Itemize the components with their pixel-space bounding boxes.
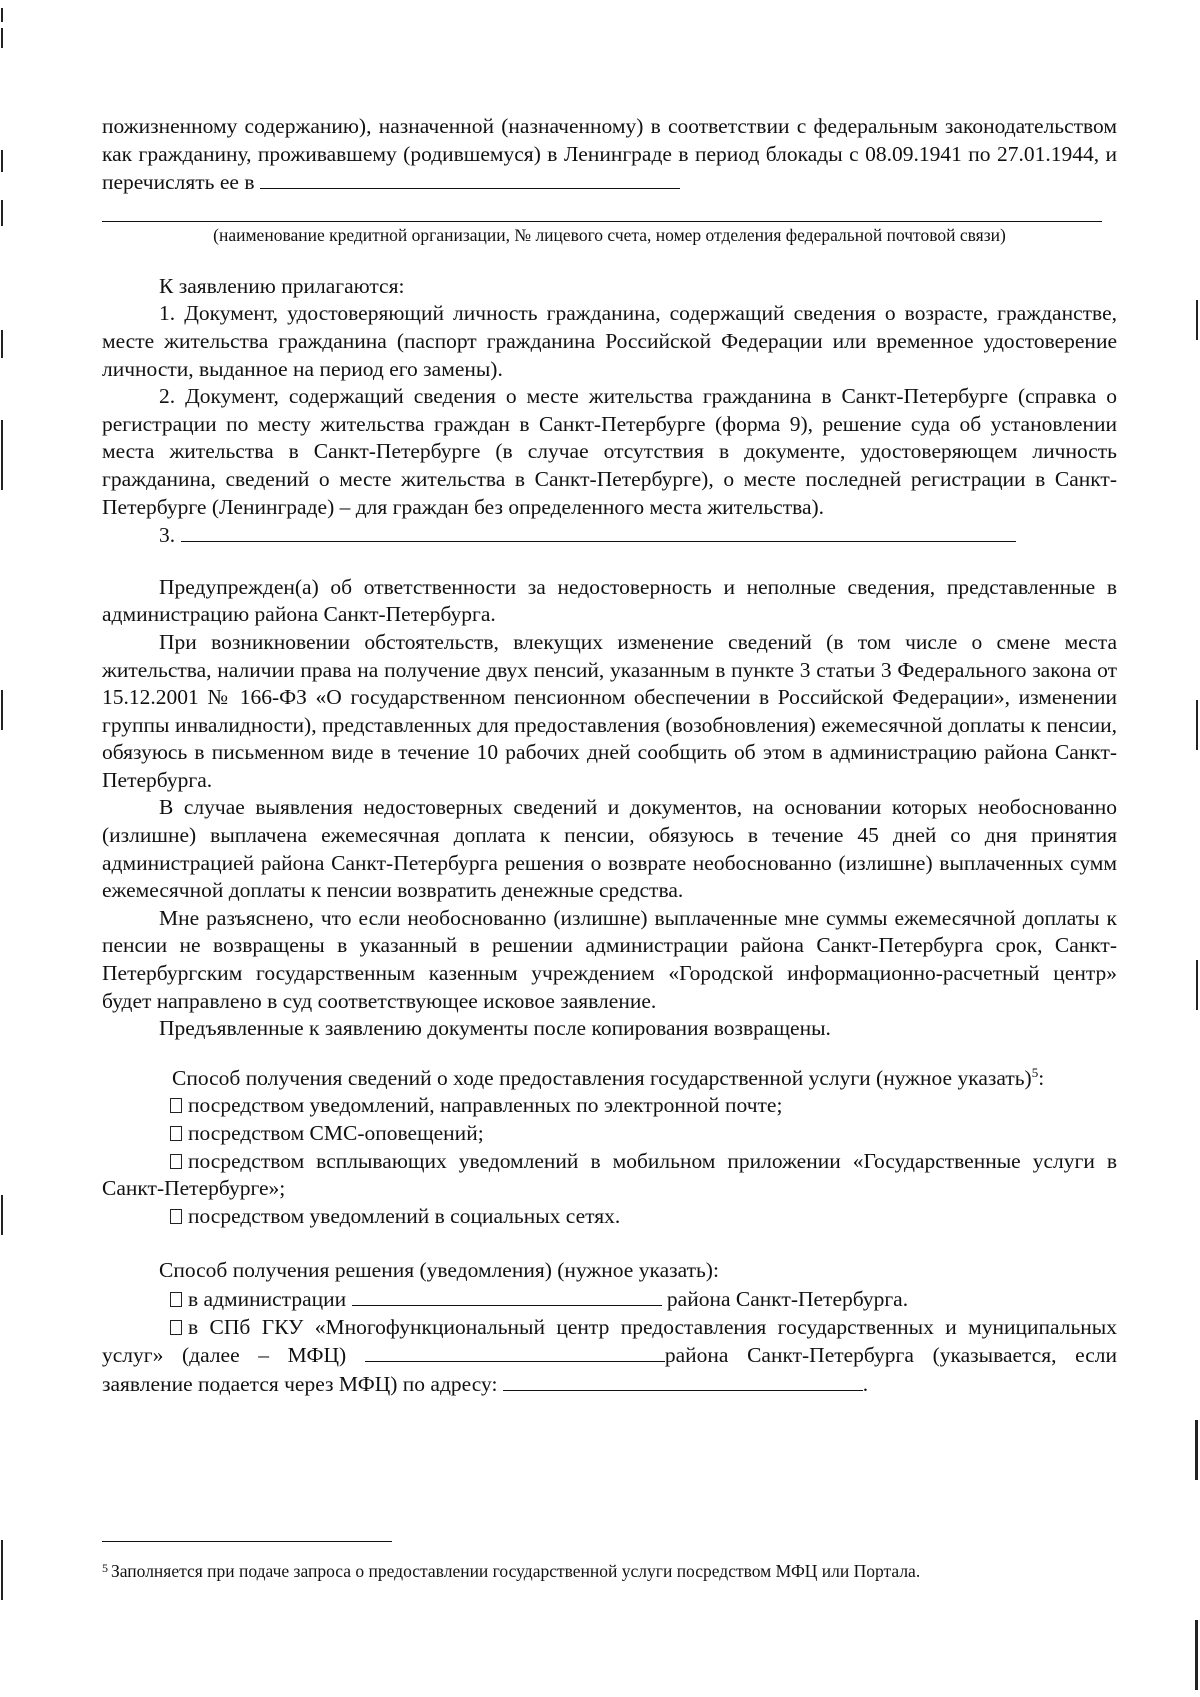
mfc-district-blank[interactable]: [365, 1341, 665, 1362]
scan-mark: [1196, 700, 1198, 750]
attachment-item-1: 1. Документ, удостоверяющий личность гражданина, содержащий сведения о возрасте, гражданстве, месте жительства гражданина (паспорт гражданина Российской Федерации или временное удостоверение личности, выданное на период его замены).: [102, 301, 1117, 381]
checkbox-mobile-app[interactable]: [170, 1154, 182, 1169]
scan-mark: [1195, 1420, 1198, 1480]
footnote-separator: [102, 1541, 392, 1542]
decision-option-administration: в администрации района Санкт-Петербурга.: [102, 1285, 1117, 1314]
bank-field-caption: (наименование кредитной организации, № лицевого счета, номер отделения федеральной почтовой связи): [213, 224, 1006, 245]
decision-method-heading: Способ получения решения (уведомления) (нужное указать):: [159, 1258, 719, 1283]
scan-mark: [1196, 960, 1198, 1010]
attachment-item-3-blank[interactable]: [181, 521, 1016, 542]
footnote-number: 5: [102, 1561, 108, 1575]
warning-paragraph-5: Предъявленные к заявлению документы после копирования возвращены.: [159, 1016, 831, 1041]
scan-mark: [1, 690, 3, 730]
info-option-social: посредством уведомлений в социальных сетях.: [102, 1203, 1117, 1231]
scan-mark: [1, 200, 3, 226]
scan-mark: [1, 1540, 3, 1600]
checkbox-social[interactable]: [170, 1209, 182, 1224]
footnote-ref: 5: [1031, 1064, 1039, 1080]
decision-option-mfc: в СПб ГКУ «Многофункциональный центр предоставления государственных и муниципальных услуг» (далее – МФЦ) района Санкт-Петербурга (указывается, если заявление подается через МФЦ) по адресу: .: [102, 1314, 1118, 1396]
document-body: [102, 113, 1117, 1398]
attachments-heading: К заявлению прилагаются:: [159, 273, 405, 298]
scan-mark: [1, 420, 3, 490]
info-option-email: посредством уведомлений, направленных по электронной почте;: [102, 1092, 1117, 1120]
info-option-mobile-app: посредством всплывающих уведомлений в мобильном приложении «Государственные услуги в Санкт-Петербурге»;: [102, 1148, 1117, 1201]
checkbox-administration[interactable]: [170, 1292, 182, 1307]
warning-paragraph-4: Мне разъяснено, что если необоснованно (излишне) выплаченные мне суммы ежемесячной доплаты к пенсии не возвращены в указанный в решении администрации района Санкт-Петербурга срок, Санкт-Петербургским государственным казенным учреждением «Городской информационно-расчетный центр» будет направлено в суд соответствующее исковое заявление.: [102, 905, 1117, 1013]
footnote-text: Заполняется при подаче запроса о предоставлении государственной услуги посредством МФЦ или Портала.: [111, 1561, 921, 1581]
attachment-item-3: 3.: [102, 521, 1117, 550]
scan-mark: [1, 1195, 3, 1235]
attachment-item-2: 2. Документ, содержащий сведения о месте жительства гражданина в Санкт-Петербурге (справка о регистрации по месту жительства граждан в Санкт-Петербурге (форма 9), решение суда об установлении места жительства в Санкт-Петербурге (в случае отсутствия в документе, удостоверяющем личность гражданина, сведений о месте жительства в Санкт-Петербурге), о месте последней регистрации в Санкт-Петербурге (Ленинграде) – для граждан без определенного места жительства).: [102, 384, 1117, 519]
administration-district-blank[interactable]: [352, 1285, 662, 1306]
warning-paragraph-3: В случае выявления недостоверных сведений и документов, на основании которых необоснованно (излишне) выплачена ежемесячная доплата к пенсии, обязуюсь в течение 45 дней со дня принятия администрацией района Санкт-Петербурга решения о возврате необоснованно (излишне) выплаченных сумм ежемесячной доплаты к пенсии возвратить денежные средства.: [102, 795, 1117, 903]
mfc-address-blank[interactable]: [503, 1370, 863, 1391]
checkbox-mfc[interactable]: [170, 1320, 182, 1335]
scan-mark: [1, 8, 3, 22]
warning-paragraph-1: Предупрежден(а) об ответственности за недостоверность и неполные сведения, представленные в администрацию района Санкт-Петербурга.: [102, 574, 1117, 627]
warning-paragraph-2: При возникновении обстоятельств, влекущих изменение сведений (в том числе о смене места жительства, наличии права на получение двух пенсий, указанным в пункте 3 статьи 3 Федерального закона от 15.12.2001 № 166-ФЗ «О государственном пенсионном обеспечении в Российской Федерации», изменении группы инвалидности), представленных для предоставления (возобновления) ежемесячной доплаты к пенсии, обязуюсь в письменном виде в течение 10 рабочих дней сообщить об этом в администрацию района Санкт-Петербурга.: [102, 629, 1117, 792]
scan-mark: [1196, 300, 1198, 340]
info-method-heading: Способ получения сведений о ходе предоставления государственной услуги (нужное указать)$^5$:: [172, 1064, 1045, 1090]
checkbox-sms[interactable]: [170, 1126, 182, 1141]
intro-paragraph: пожизненному содержанию), назначенной (назначенному) в соответствии с федеральным законодательством как гражданину, проживавшему (родившемуся) в Ленинграде в период блокады с 08.09.1941 по 27.01.1944, и перечислять ее в: [102, 114, 1117, 195]
scan-mark: [1, 330, 3, 358]
checkbox-email[interactable]: [170, 1098, 182, 1113]
scan-mark: [1, 28, 3, 48]
bank-field-line[interactable]: [102, 197, 1102, 222]
scan-mark: [1, 150, 3, 172]
footnote: [102, 1556, 1002, 1583]
scan-mark: [1195, 1620, 1198, 1690]
bank-field-blank[interactable]: [260, 168, 680, 189]
info-option-sms: посредством СМС-оповещений;: [102, 1120, 1117, 1148]
